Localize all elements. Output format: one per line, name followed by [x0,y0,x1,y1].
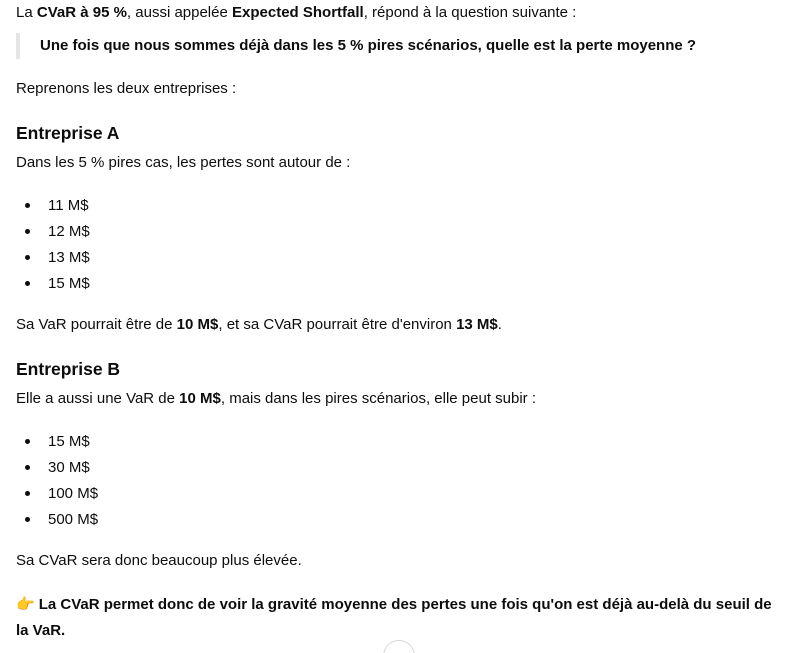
company-b-loss-list [16,429,98,533]
list-item: 30 M$ [16,455,98,481]
blockquote: Une fois que nous sommes déjà dans les 5 % pires scénarios, quelle est la perte moyenne ? [16,33,736,59]
list-item: 13 M$ [16,245,90,271]
list-item: 11 M$ [16,193,90,219]
intro-text-1: La [16,4,37,21]
conclusion-text: La CVaR permet donc de voir la gravité moyenne des pertes une fois qu'on est déjà au-delà du seuil de la VaR. [16,596,772,639]
pointing-hand-icon: 👉 [16,596,35,613]
summary-a-cvar: 13 M$ [456,316,498,333]
intro-bold-cvar: CVaR à 95 % [36,4,127,21]
intro-text-3: , répond à la question suivante : [363,4,577,21]
list-item: 15 M$ [16,271,90,297]
company-b-summary: Sa CVaR sera donc beaucoup plus élevée. [16,552,302,569]
intro-bold-es: Expected Shortfall [232,4,364,21]
company-a-summary [16,314,502,336]
company-a-loss-list [16,193,90,297]
company-b-intro [16,388,536,410]
list-item: 100 M$ [16,481,98,507]
intro-b-text-2: , mais dans les pires scénarios, elle peut subir : [220,390,537,407]
company-a-heading: Entreprise A [16,123,120,143]
conclusion-paragraph [16,592,776,644]
list-item: 12 M$ [16,219,90,245]
summary-a-var: 10 M$ [176,316,219,333]
reprise-paragraph: Reprenons les deux entreprises : [16,80,237,97]
company-b-heading: Entreprise B [16,359,121,379]
company-a-intro: Dans les 5 % pires cas, les pertes sont autour de : [16,154,351,171]
summary-a-text-1: Sa VaR pourrait être de [16,316,177,333]
list-item: 15 M$ [16,429,98,455]
intro-b-text-1: Elle a aussi une VaR de [16,390,180,407]
list-item: 500 M$ [16,507,98,533]
intro-text-2: , aussi appelée [126,4,232,21]
summary-a-text-3: . [497,316,502,333]
summary-a-text-2: , et sa CVaR pourrait être d'environ [218,316,457,333]
intro-paragraph [16,2,576,24]
intro-b-var: 10 M$ [179,390,221,407]
